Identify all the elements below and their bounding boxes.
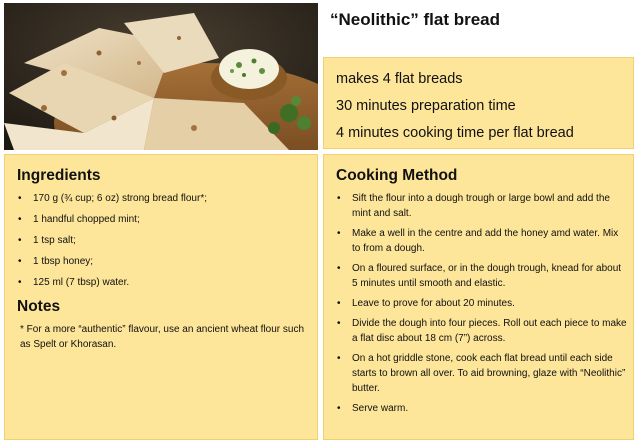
method-step: • On a floured surface, or in the dough trough, knead for about 5 minutes until smooth and elastic. — [336, 261, 627, 291]
method-step: • On a hot griddle stone, cook each flat bread until each side starts to brown all over. To aid browning, glaze with “Neolithic” butter. — [336, 351, 627, 396]
recipe-info-box — [323, 57, 634, 149]
ingredients-heading: Ingredients — [17, 167, 101, 184]
method-step: • Serve warm. — [336, 401, 627, 416]
prep-time-text: 30 minutes preparation time — [336, 98, 516, 114]
method-panel — [323, 154, 634, 440]
flat-bread-photo — [4, 3, 318, 150]
ingredient-item: • 1 tsp salt; — [17, 233, 309, 248]
ingredient-item: • 170 g (¾ cup; 6 oz) strong bread flour*; — [17, 191, 309, 206]
ingredient-item: • 125 ml (7 tbsp) water. — [17, 275, 309, 290]
method-step: • Leave to prove for about 20 minutes. — [336, 296, 627, 311]
ingredients-list — [17, 191, 309, 290]
method-step: • Make a well in the centre and add the honey amd water. Mix to from a dough. — [336, 226, 627, 256]
method-steps-list — [336, 191, 627, 416]
ingredient-item: • 1 tbsp honey; — [17, 254, 309, 269]
page-title: “Neolithic” flat bread — [330, 10, 501, 29]
yield-text: makes 4 flat breads — [336, 71, 463, 87]
cook-time-text: 4 minutes cooking time per flat bread — [336, 125, 574, 141]
ingredients-panel — [4, 154, 318, 440]
notes-heading: Notes — [17, 298, 61, 315]
method-step: • Divide the dough into four pieces. Roll out each piece to make a flat disc about 18 cm (7”) across. — [336, 316, 627, 346]
ingredient-item: • 1 handful chopped mint; — [17, 212, 309, 227]
method-step: • Sift the flour into a dough trough or large bowl and add the mint and salt. — [336, 191, 627, 221]
notes-text: * For a more “authentic” flavour, use an ancient wheat flour such as Spelt or Khorasan. — [20, 324, 305, 350]
method-heading: Cooking Method — [336, 167, 458, 184]
